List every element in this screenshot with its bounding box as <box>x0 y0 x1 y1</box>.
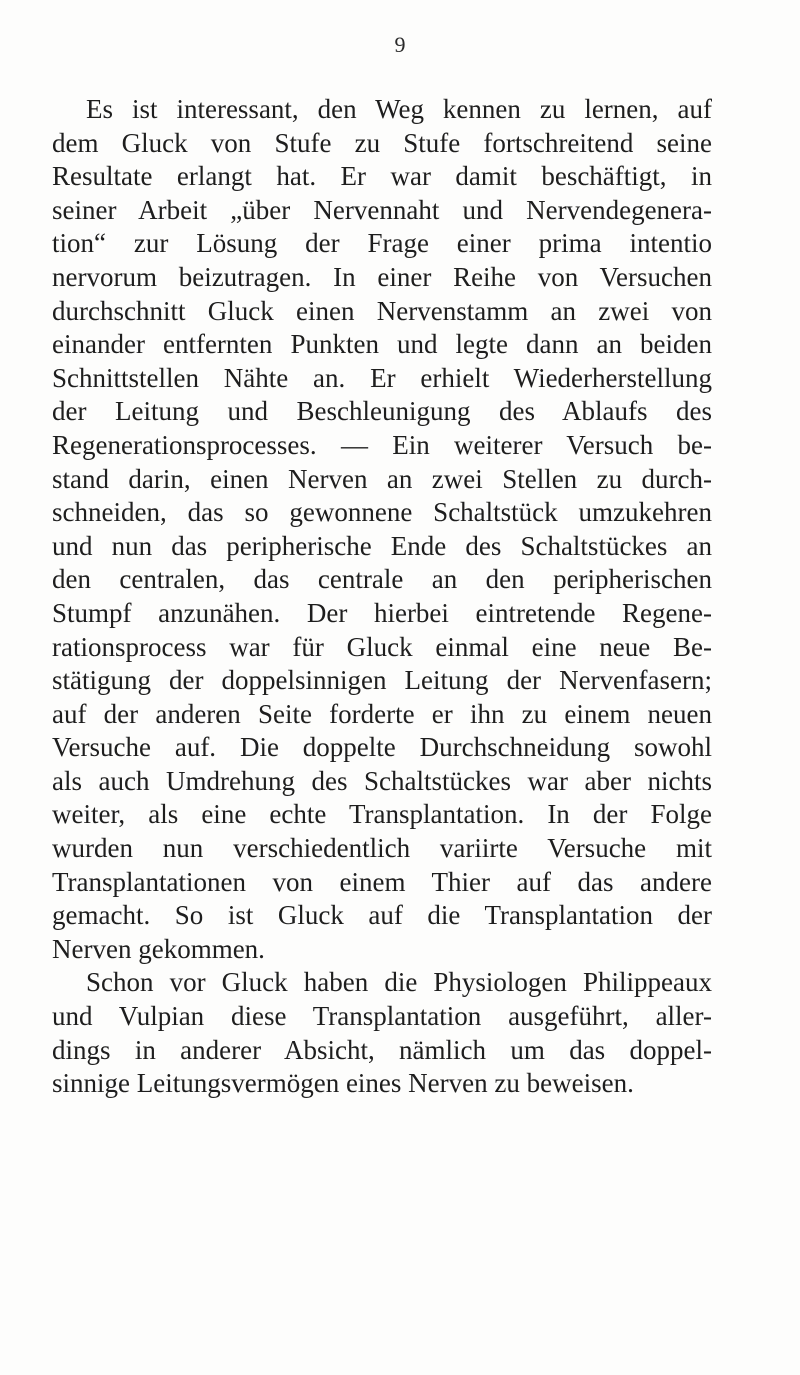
text-line: nervorum beizutragen. In einer Reihe von Versuchen <box>52 261 712 292</box>
text-line: Schnittstellen Nähte an. Er erhielt Wiederherstellung <box>52 362 712 393</box>
text-line: rationsprocess war für Gluck einmal eine neue Be- <box>52 631 712 662</box>
text-line: Nerven gekommen. <box>52 933 265 964</box>
text-line: Regenerationsprocesses. — Ein weiterer Versuch be- <box>52 429 712 460</box>
text-line: seiner Arbeit „über Nervennaht und Nervendegenera- <box>52 194 712 225</box>
text-line: stand darin, einen Nerven an zwei Stellen zu durch- <box>52 463 712 494</box>
text-line: Es ist interessant, den Weg kennen zu lernen, auf <box>86 94 712 124</box>
text-line: Schon vor Gluck haben die Physiologen Philippeaux <box>86 967 712 998</box>
text-line: Resultate erlangt hat. Er war damit beschäftigt, in <box>52 161 712 192</box>
text-line: wurden nun verschiedentlich variirte Versuche mit <box>52 833 712 864</box>
text-line: auf der anderen Seite forderte er ihn zu einem neuen <box>52 698 712 729</box>
paragraph <box>52 93 712 966</box>
text-line: einander entfernten Punkten und legte dann an beiden <box>52 329 712 360</box>
text-line: als auch Umdrehung des Schaltstückes war aber nichts <box>52 765 712 796</box>
text-line: tion“ zur Lösung der Frage einer prima intentio <box>52 228 712 259</box>
text-line: Transplantationen von einem Thier auf das andere <box>52 866 712 897</box>
text-line: stätigung der doppelsinnigen Leitung der Nervenfasern; <box>52 665 712 696</box>
body-text <box>52 93 712 1101</box>
text-line: und Vulpian diese Transplantation ausgeführt, aller- <box>52 1001 712 1032</box>
text-line: durchschnitt Gluck einen Nervenstamm an zwei von <box>52 295 712 326</box>
text-line: und nun das peripherische Ende des Schaltstückes an <box>52 530 712 561</box>
text-line: schneiden, das so gewonnene Schaltstück umzukehren <box>52 497 712 528</box>
text-line: gemacht. So ist Gluck auf die Transplantation der <box>52 900 712 931</box>
text-line: dem Gluck von Stufe zu Stufe fortschreitend seine <box>52 127 712 158</box>
page-number: 9 <box>394 32 406 57</box>
text-line: dings in anderer Absicht, nämlich um das doppel- <box>52 1034 712 1065</box>
text-line: der Leitung und Beschleunigung des Ablaufs des <box>52 396 712 427</box>
text-line: weiter, als eine echte Transplantation. In der Folge <box>52 799 712 830</box>
text-line: Stumpf anzunähen. Der hierbei eintretende Regene- <box>52 597 712 628</box>
text-line: Versuche auf. Die doppelte Durchschneidung sowohl <box>52 732 712 763</box>
text-line: sinnige Leitungsvermögen eines Nerven zu beweisen. <box>52 1068 634 1099</box>
text-line: den centralen, das centrale an den peripherischen <box>52 564 712 595</box>
paragraph <box>52 966 712 1100</box>
